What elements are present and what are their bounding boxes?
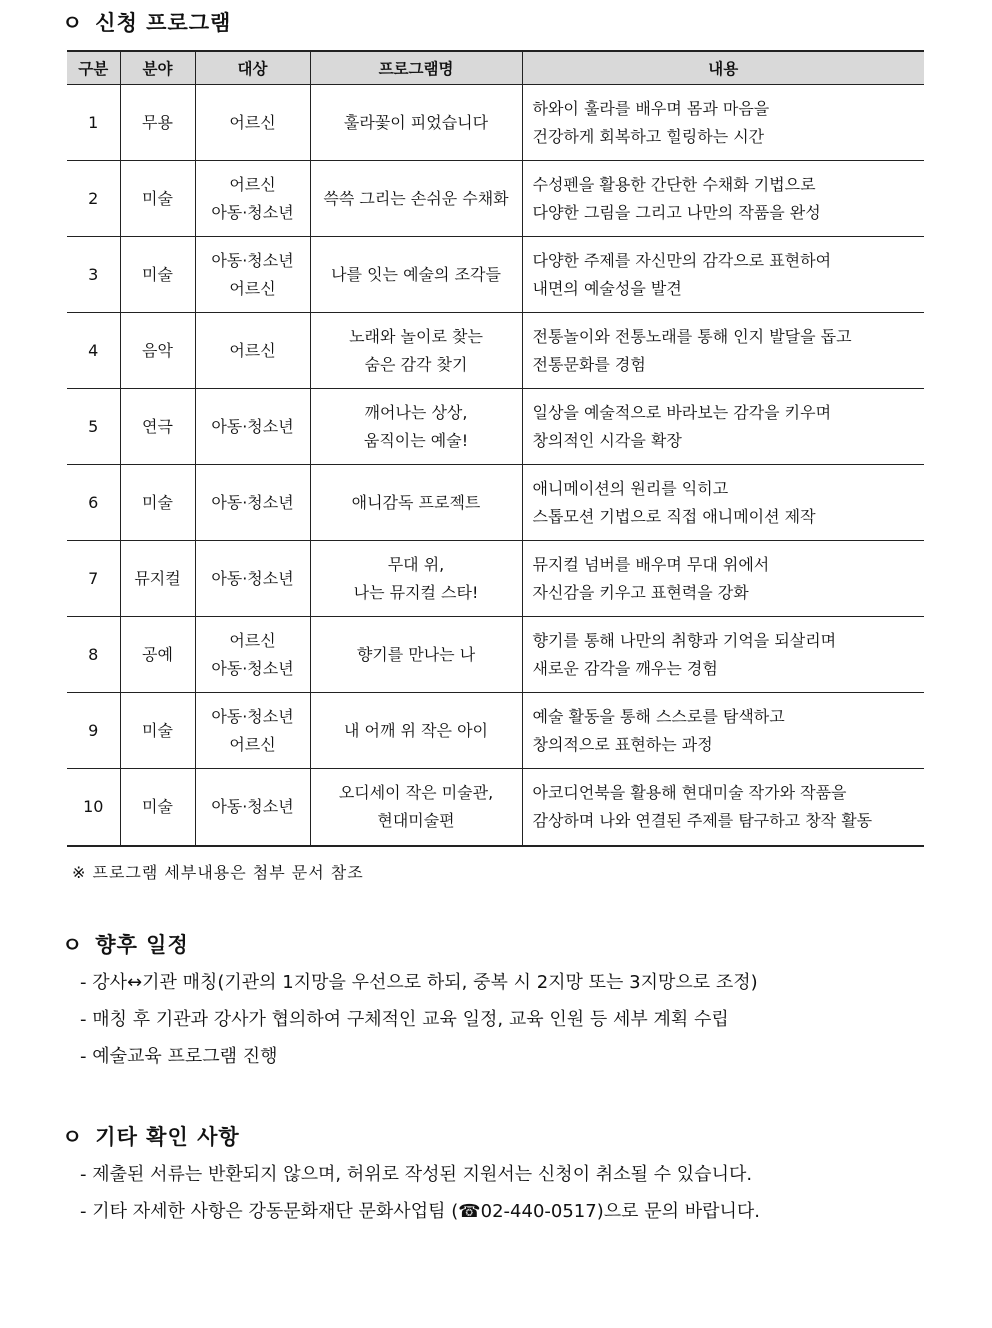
table-header-row xyxy=(67,51,924,85)
cell-line: 어르신 xyxy=(229,112,276,132)
cell-no: 7 xyxy=(67,541,120,617)
cell-target xyxy=(195,389,310,465)
cell-line: 아동·청소년 xyxy=(211,250,294,270)
cell-content xyxy=(522,85,924,161)
list-item: - 매칭 후 기관과 강사가 협의하여 구체적인 교육 일정, 교육 인원 등 세부 계획 수립 xyxy=(80,1009,729,1030)
table-row xyxy=(67,465,924,541)
cell-line: 숨은 감각 찾기 xyxy=(364,354,468,374)
header-content: 내용 xyxy=(522,51,924,85)
cell-line: 현대미술편 xyxy=(377,811,455,830)
cell-no: 5 xyxy=(67,389,120,465)
table-row xyxy=(67,693,924,769)
cell-content xyxy=(522,161,924,237)
cell-line: 어르신 xyxy=(229,734,276,754)
schedule-list xyxy=(80,964,758,1075)
cell-line: 어르신 xyxy=(229,174,276,194)
cell-program-name xyxy=(310,769,522,847)
cell-program-name xyxy=(310,161,522,237)
cell-no: 1 xyxy=(67,85,120,161)
list-item: - 기타 자세한 사항은 강동문화재단 문화사업팀 (☎02-440-0517)으로 문의 바랍니다. xyxy=(80,1201,760,1222)
header-field: 분야 xyxy=(120,51,195,85)
cell-line: 건강하게 회복하고 힐링하는 시간 xyxy=(532,126,765,146)
cell-line: 어르신 xyxy=(229,278,276,298)
section-title-apply xyxy=(62,7,231,37)
cell-line: 전통놀이와 전통노래를 통해 인지 발달을 돕고 xyxy=(532,326,852,346)
cell-no: 4 xyxy=(67,313,120,389)
cell-line: 향기를 통해 나만의 취향과 기억을 되살리며 xyxy=(532,630,837,650)
cell-content xyxy=(522,389,924,465)
other-list xyxy=(80,1156,760,1230)
list-item: - 제출된 서류는 반환되지 않으며, 허위로 작성된 지원서는 신청이 취소될 수 있습니다. xyxy=(80,1164,753,1185)
table-row xyxy=(67,85,924,161)
cell-field: 미술 xyxy=(120,769,195,847)
section-title-text: 향후 일정 xyxy=(95,933,189,957)
cell-line: 자신감을 키우고 표현력을 강화 xyxy=(532,582,749,602)
cell-target xyxy=(195,617,310,693)
cell-line: 쓱쓱 그리는 손쉬운 수채화 xyxy=(323,188,509,208)
cell-content xyxy=(522,693,924,769)
cell-line: 깨어나는 상상, xyxy=(364,402,468,422)
footnote: ※ 프로그램 세부내용은 첨부 문서 참조 xyxy=(72,863,364,882)
cell-line: 애니메이션의 원리를 익히고 xyxy=(532,478,729,498)
cell-content xyxy=(522,541,924,617)
cell-program-name xyxy=(310,693,522,769)
table-row xyxy=(67,769,924,847)
cell-line: 노래와 놀이로 찾는 xyxy=(349,326,483,346)
cell-no: 8 xyxy=(67,617,120,693)
cell-program-name xyxy=(310,85,522,161)
header-target: 대상 xyxy=(195,51,310,85)
cell-field: 공예 xyxy=(120,617,195,693)
circle-bullet-icon: ㅇ xyxy=(62,933,84,957)
cell-target xyxy=(195,541,310,617)
header-program-name: 프로그램명 xyxy=(310,51,522,85)
list-item: - 강사↔기관 매칭(기관의 1지망을 우선으로 하되, 중복 시 2지망 또는 3지망으로 조정) xyxy=(80,972,758,993)
cell-field: 무용 xyxy=(120,85,195,161)
cell-program-name xyxy=(310,465,522,541)
cell-no: 3 xyxy=(67,237,120,313)
cell-content xyxy=(522,465,924,541)
cell-line: 일상을 예술적으로 바라보는 감각을 키우며 xyxy=(532,402,832,422)
cell-target xyxy=(195,85,310,161)
cell-line: 예술 활동을 통해 스스로를 탐색하고 xyxy=(532,706,785,726)
cell-line: 아동·청소년 xyxy=(211,658,294,678)
cell-line: 훌라꽃이 피었습니다 xyxy=(343,112,489,132)
cell-line: 아동·청소년 xyxy=(211,706,294,726)
cell-line: 하와이 훌라를 배우며 몸과 마음을 xyxy=(532,98,770,118)
program-table xyxy=(67,50,924,847)
cell-line: 아동·청소년 xyxy=(211,568,294,588)
cell-line: 전통문화를 경험 xyxy=(532,354,646,374)
cell-field: 미술 xyxy=(120,161,195,237)
cell-line: 창의적인 시각을 확장 xyxy=(532,430,682,450)
cell-content xyxy=(522,237,924,313)
section-title-text: 신청 프로그램 xyxy=(95,11,232,35)
cell-no: 10 xyxy=(67,769,120,847)
cell-line: 아동·청소년 xyxy=(211,416,294,436)
cell-line: 아동·청소년 xyxy=(211,797,294,816)
cell-line: 아코디언북을 활용해 현대미술 작가와 작품을 xyxy=(532,783,847,802)
cell-content xyxy=(522,769,924,847)
cell-content xyxy=(522,617,924,693)
cell-line: 아동·청소년 xyxy=(211,202,294,222)
cell-target xyxy=(195,313,310,389)
cell-line: 내면의 예술성을 발견 xyxy=(532,278,682,298)
cell-program-name xyxy=(310,389,522,465)
section-title-schedule xyxy=(62,929,189,959)
cell-line: 다양한 그림을 그리고 나만의 작품을 완성 xyxy=(532,202,821,222)
cell-line: 내 어깨 위 작은 아이 xyxy=(344,720,488,740)
cell-no: 2 xyxy=(67,161,120,237)
table-row xyxy=(67,389,924,465)
cell-field: 미술 xyxy=(120,237,195,313)
cell-field: 미술 xyxy=(120,465,195,541)
cell-line: 창의적으로 표현하는 과정 xyxy=(532,734,713,754)
table-row xyxy=(67,161,924,237)
table-row xyxy=(67,617,924,693)
cell-program-name xyxy=(310,313,522,389)
cell-field: 뮤지컬 xyxy=(120,541,195,617)
circle-bullet-icon: ㅇ xyxy=(62,11,84,35)
cell-line: 뮤지컬 넘버를 배우며 무대 위에서 xyxy=(532,554,770,574)
cell-line: 움직이는 예술! xyxy=(363,430,469,450)
table-row xyxy=(67,313,924,389)
cell-program-name xyxy=(310,617,522,693)
cell-no: 6 xyxy=(67,465,120,541)
cell-line: 다양한 주제를 자신만의 감각으로 표현하여 xyxy=(532,250,832,270)
cell-program-name xyxy=(310,237,522,313)
cell-no: 9 xyxy=(67,693,120,769)
table-row xyxy=(67,237,924,313)
cell-line: 감상하며 나와 연결된 주제를 탐구하고 창작 활동 xyxy=(532,811,873,830)
cell-field: 음악 xyxy=(120,313,195,389)
cell-program-name xyxy=(310,541,522,617)
cell-content xyxy=(522,313,924,389)
table-row xyxy=(67,541,924,617)
cell-line: 애니감독 프로젝트 xyxy=(351,492,481,512)
cell-field: 연극 xyxy=(120,389,195,465)
circle-bullet-icon: ㅇ xyxy=(62,1125,84,1149)
cell-target xyxy=(195,161,310,237)
cell-target xyxy=(195,237,310,313)
cell-line: 아동·청소년 xyxy=(211,492,294,512)
cell-target xyxy=(195,693,310,769)
cell-line: 무대 위, xyxy=(387,554,445,574)
header-no: 구분 xyxy=(67,51,120,85)
cell-target xyxy=(195,769,310,847)
cell-line: 나는 뮤지컬 스타! xyxy=(353,582,479,602)
cell-line: 스톱모션 기법으로 직접 애니메이션 제작 xyxy=(532,506,816,526)
cell-line: 새로운 감각을 깨우는 경험 xyxy=(532,658,718,678)
cell-line: 어르신 xyxy=(229,630,276,650)
cell-line: 향기를 만나는 나 xyxy=(356,644,476,664)
list-item: - 예술교육 프로그램 진행 xyxy=(80,1046,278,1067)
cell-line: 어르신 xyxy=(229,340,276,360)
cell-line: 수성펜을 활용한 간단한 수채화 기법으로 xyxy=(532,174,816,194)
cell-line: 오디세이 작은 미술관, xyxy=(338,783,494,802)
section-title-other xyxy=(62,1121,240,1151)
cell-target xyxy=(195,465,310,541)
cell-field: 미술 xyxy=(120,693,195,769)
section-title-text: 기타 확인 사항 xyxy=(95,1125,240,1149)
cell-line: 나를 잇는 예술의 조각들 xyxy=(331,264,501,284)
